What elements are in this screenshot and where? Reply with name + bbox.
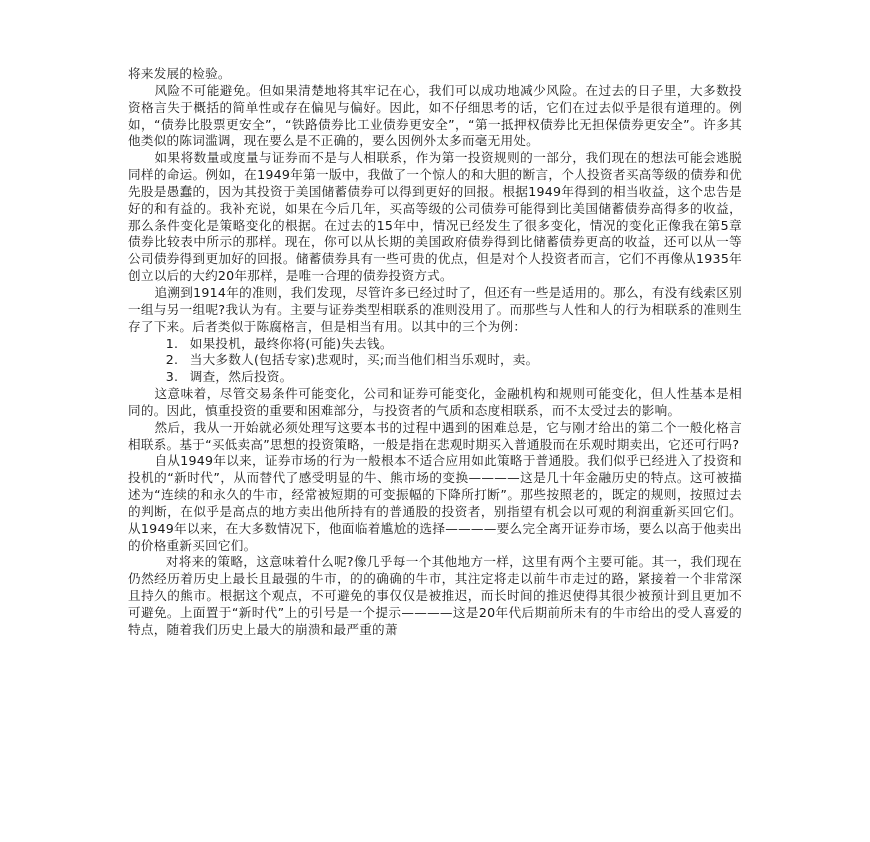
document-body — [128, 66, 742, 639]
paragraph: 自从1949年以来，证券市场的行为一般根本不适合应用如此策略于普通股。我们似乎已经进入了投资和投机的“新时代”，从而替代了感受明显的牛、熊市场的变换————这是几十年金融历史的特点。这可被描述为“连续的和永久的牛市，经常被短期的可变振幅的下降所打断”。那些按照老的，既定的规则，按照过去的判断，在似乎是高点的地方卖出他所持有的普通股的投资者，别指望有机会以可观的利润重新买回它们。从1949年以来，在大多数情况下，他面临着尴尬的选择————要么完全离开证券市场，要么以高于他卖出的价格重新买回它们。 — [128, 453, 742, 553]
list-item-number: 2. — [165, 352, 179, 368]
list-item — [128, 336, 742, 353]
list-item — [128, 352, 742, 369]
paragraph: 这意味着，尽管交易条件可能变化，公司和证券可能变化，金融机构和规则可能变化，但人性基本是相同的。因此，慎重投资的重要和困难部分，与投资者的气质和态度相联系，而不太受过去的影响。 — [128, 386, 742, 418]
paragraph: 追溯到1914年的准则，我们发现，尽管许多已经过时了，但还有一些是适用的。那么，有没有线索区别一组与另一组呢?我认为有。主要与证券类型相联系的准则没用了。而那些与人性和人的行为相联系的准则生存了下来。后者类似于陈腐格言，但是相当有用。以其中的三个为例： — [128, 284, 742, 334]
paragraph: 对将来的策略，这意味着什么呢?像几乎每一个其他地方一样，这里有两个主要可能。其一，我们现在仍然经历着历史上最长且最强的牛市，的的确确的牛市，其注定将走以前牛市走过的路，紧接着一个非常深且持久的熊市。根据这个观点，不可避免的事仅仅是被推迟，而长时间的推迟使得其很少被预计到且更加不可避免。上面置于“新时代”上的引号是一个提示————这是20年代后期前所未有的牛市给出的受人喜爱的特点，随着我们历史上最大的崩溃和最严重的萧 — [128, 554, 742, 637]
list-item-text: 如果投机，最终你将(可能)失去钱。 — [189, 335, 393, 351]
paragraph: 风险不可能避免。但如果清楚地将其牢记在心，我们可以成功地减少风险。在过去的日子里，大多数投资格言失于概括的简单性或存在偏见与偏好。因此，如不仔细思考的话，它们在过去似乎是很有道理的。例如，“债券比股票更安全”，“铁路债券比工业债券更安全”，“第一抵押权债券比无担保债券更安全”。许多其他类似的陈词滥调，现在要么是不正确的，要么因例外太多而毫无用处。 — [128, 82, 742, 149]
list-item-number: 1. — [165, 335, 179, 351]
list-item-text: 调查，然后投资。 — [189, 369, 293, 385]
paragraph: 如果将数量或度量与证券而不是与人相联系，作为第一投资规则的一部分，我们现在的想法可能会逃脱同样的命运。例如，在1949年第一版中，我做了一个惊人的和大胆的断言，个人投资者买高等级的债券和优先股是愚蠢的，因为其投资于美国储蓄债券可以得到更好的回报。根据1949年得到的相当收益，这个忠告是好的和有益的。我补充说，如果在今后几年，买高等级的公司债券可能得到比美国储蓄债券高得多的收益，那么条件变化是策略变化的根据。在过去的15年中，情况已经发生了很多变化，情况的变化正像我在第5章债券比较表中所示的那样。现在，你可以从长期的美国政府债券得到比储蓄债券更高的收益，还可以从一等公司债券得到更加好的回报。储蓄债券具有一些可贵的优点，但是对个人投资者而言，它们不再像从1935年创立以后的大约20年那样，是唯一合理的债券投资方式。 — [128, 150, 742, 284]
list-item-text: 当大多数人(包括专家)悲观时，买;而当他们相当乐观时，卖。 — [189, 352, 539, 368]
list-item — [128, 369, 742, 386]
document-page — [128, 66, 742, 836]
paragraph: 然后，我从一开始就必须处理写这要本书的过程中遇到的困难总是，它与刚才给出的第二个一般化格言相联系。基于“买低卖高”思想的投资策略，一般是指在悲观时期买入普通股而在乐观时期卖出，它还可行吗? — [128, 419, 742, 452]
paragraph: 将来发展的检验。 — [128, 66, 231, 81]
list-item-number: 3. — [165, 369, 179, 385]
